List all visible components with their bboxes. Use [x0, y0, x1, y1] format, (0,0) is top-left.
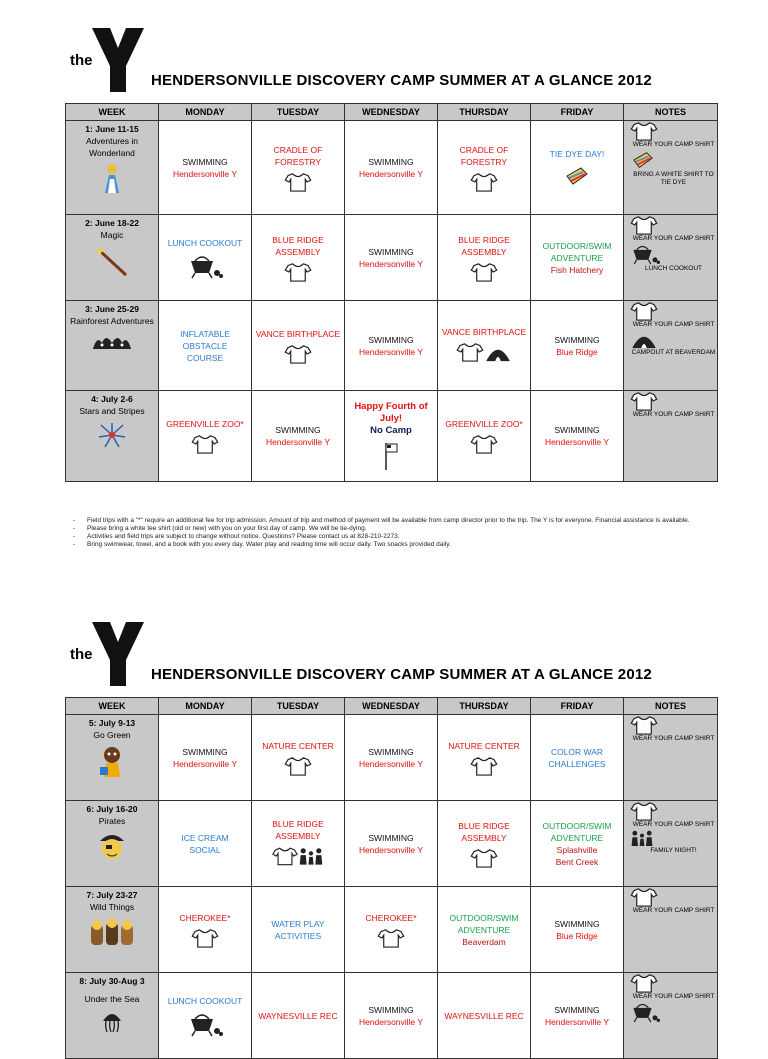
tshirt-icon	[191, 928, 219, 948]
note: BRING A WHITE SHIRT TO TIE DYE	[633, 171, 714, 186]
week-cell	[66, 391, 159, 482]
day-cell	[531, 801, 624, 887]
week-cell	[66, 973, 159, 1059]
page-title: HENDERSONVILLE DISCOVERY CAMP SUMMER AT A GLANCE 2012	[151, 72, 652, 89]
activity-location: Hendersonville Y	[544, 1016, 610, 1027]
week-dates: 8: July 30-Aug 3	[79, 976, 145, 986]
day-cell	[345, 715, 438, 801]
tshirt-icon	[284, 344, 312, 364]
day-cell	[438, 391, 531, 482]
activity: COLOR WAR CHALLENGES	[548, 746, 606, 769]
tshirt-icon	[470, 848, 498, 868]
alice-icon	[101, 163, 123, 197]
ymca-y-icon	[90, 620, 146, 688]
activity: SWIMMING	[554, 334, 600, 345]
day-cell	[531, 391, 624, 482]
activity-location: Blue Ridge	[556, 346, 598, 357]
notes-cell	[624, 973, 718, 1059]
activity-location: Hendersonville Y	[172, 758, 238, 769]
header-friday: FRIDAY	[531, 104, 624, 121]
activity: SWIMMING	[554, 918, 600, 929]
activity: SWIMMING	[182, 746, 228, 757]
tshirt-icon	[456, 342, 484, 362]
table-row	[66, 121, 718, 215]
table-row	[66, 215, 718, 301]
note: WEAR YOUR CAMP SHIRT	[632, 821, 715, 828]
day-cell	[345, 973, 438, 1059]
header-row	[66, 104, 718, 121]
day-cell	[438, 973, 531, 1059]
note: CAMPOUT AT BEAVERDAM	[631, 349, 716, 356]
header-row	[66, 698, 718, 715]
day-cell	[159, 215, 252, 301]
day-cell	[345, 121, 438, 215]
day-cell	[345, 301, 438, 391]
logo-the-text: the	[70, 646, 93, 663]
week-cell	[66, 715, 159, 801]
week-cell	[66, 215, 159, 301]
day-cell	[531, 215, 624, 301]
tshirt-icon	[630, 391, 658, 411]
tshirt-icon	[284, 172, 312, 192]
activity: OUTDOOR/SWIM ADVENTURE	[542, 820, 612, 843]
activity: INFLATABLE OBSTACLE COURSE	[180, 328, 230, 363]
family-icon	[630, 829, 654, 847]
activity: OUTDOOR/SWIM ADVENTURE	[449, 912, 519, 935]
activity: LUNCH COOKOUT	[167, 237, 243, 248]
wild-things-icon	[89, 917, 135, 947]
day-cell	[531, 301, 624, 391]
note: WEAR YOUR CAMP SHIRT	[632, 993, 715, 1000]
activity: CRADLE OF FORESTRY	[459, 144, 509, 167]
tshirt-icon	[630, 973, 658, 993]
activity: CRADLE OF FORESTRY	[273, 144, 323, 167]
tie-dye-icon	[630, 149, 656, 171]
table-row	[66, 801, 718, 887]
day-cell	[159, 973, 252, 1059]
ymca-logo	[68, 26, 148, 96]
activity-location: Hendersonville Y	[358, 1016, 424, 1027]
week-dates: 4: July 2-6	[91, 394, 133, 404]
activity: SWIMMING	[368, 746, 414, 757]
footnote: - Please bring a white tee shirt (old or new) with you on your first day of camp. We will be tie-dying.	[73, 525, 693, 533]
activity-location: Hendersonville Y	[358, 346, 424, 357]
week-theme: Go Green	[93, 730, 131, 740]
note: WEAR YOUR CAMP SHIRT	[632, 321, 715, 328]
week-theme: Pirates	[98, 816, 126, 826]
table-row	[66, 715, 718, 801]
day-cell	[252, 973, 345, 1059]
activity: SWIMMING	[554, 425, 600, 435]
week-dates: 7: July 23-27	[86, 890, 138, 900]
activity: SWIMMING	[368, 246, 414, 257]
holiday-title: Happy Fourth of July!	[354, 401, 428, 424]
activity: LUNCH COOKOUT	[167, 995, 243, 1006]
day-cell	[345, 391, 438, 482]
activity: ICE CREAM SOCIAL	[181, 832, 229, 855]
activity: BLUE RIDGE ASSEMBLY	[272, 819, 324, 841]
week-cell	[66, 801, 159, 887]
svg-text:YMCA: YMCA	[126, 660, 138, 679]
activity: CHEROKEE*	[365, 912, 417, 923]
week-theme: Magic	[100, 230, 124, 240]
notes-cell	[624, 801, 718, 887]
day-cell	[345, 887, 438, 973]
activity: VANCE BIRTHPLACE	[441, 327, 527, 337]
table-row	[66, 301, 718, 391]
day-cell	[159, 715, 252, 801]
week-dates: 3: June 25-29	[85, 304, 139, 314]
ymca-logo	[68, 620, 148, 690]
activity: SWIMMING	[554, 1004, 600, 1015]
activity: NATURE CENTER	[448, 740, 520, 751]
grill-icon	[630, 243, 660, 265]
activity-location: Hendersonville Y	[358, 844, 424, 855]
activity: VANCE BIRTHPLACE	[255, 328, 341, 339]
week-theme: Stars and Stripes	[79, 406, 145, 416]
grill-icon	[630, 1001, 660, 1023]
pirate-icon	[98, 831, 126, 861]
day-cell	[438, 715, 531, 801]
activity: BLUE RIDGE ASSEMBLY	[458, 820, 510, 843]
activity-location: Hendersonville Y	[265, 437, 331, 447]
week-dates: 2: June 18-22	[85, 218, 139, 228]
day-cell	[159, 801, 252, 887]
activity-location: Fish Hatchery	[550, 264, 604, 275]
rainforest-icon	[92, 331, 132, 351]
day-cell	[438, 215, 531, 301]
day-cell	[159, 121, 252, 215]
activity: CHEROKEE*	[179, 912, 231, 923]
activity: OUTDOOR/SWIM ADVENTURE	[542, 240, 612, 263]
tshirt-icon	[272, 846, 298, 866]
no-camp-label: No Camp	[370, 425, 412, 436]
footnotes	[73, 517, 693, 549]
activity-location: Hendersonville Y	[358, 758, 424, 769]
table-row	[66, 887, 718, 973]
day-cell	[252, 215, 345, 301]
schedule-table-1	[65, 103, 718, 482]
activity: TIE DYE DAY!	[549, 148, 605, 159]
table-row	[66, 391, 718, 482]
header-notes: NOTES	[624, 104, 718, 121]
note: FAMILY NIGHT!	[650, 847, 697, 854]
activity: GREENVILLE ZOO*	[166, 419, 244, 429]
header-week: WEEK	[66, 698, 159, 715]
tshirt-icon	[284, 756, 312, 776]
day-cell	[438, 801, 531, 887]
week-theme: Under the Sea	[84, 994, 140, 1004]
notes-cell	[624, 887, 718, 973]
page-title: HENDERSONVILLE DISCOVERY CAMP SUMMER AT A GLANCE 2012	[151, 666, 652, 683]
header-notes: NOTES	[624, 698, 718, 715]
header-tuesday: TUESDAY	[252, 104, 345, 121]
week-theme: Rainforest Adventures	[70, 316, 154, 326]
activity: BLUE RIDGE ASSEMBLY	[272, 234, 324, 257]
header-tuesday: TUESDAY	[252, 698, 345, 715]
table-row	[66, 973, 718, 1059]
logo-the-text: the	[70, 52, 93, 69]
header-monday: MONDAY	[159, 698, 252, 715]
activity: NATURE CENTER	[262, 740, 334, 751]
footnote: - Activities and field trips are subject to change without notice. Questions? Please contact us at 828-210-2273.	[73, 533, 693, 541]
header-week: WEEK	[66, 104, 159, 121]
header-wednesday: WEDNESDAY	[345, 104, 438, 121]
tshirt-icon	[470, 434, 498, 454]
note: WEAR YOUR CAMP SHIRT	[632, 735, 715, 742]
tshirt-icon	[630, 715, 658, 735]
day-cell	[345, 215, 438, 301]
family-icon	[298, 846, 324, 866]
week-theme: Wild Things	[89, 902, 135, 912]
activity-location: Hendersonville Y	[172, 168, 238, 179]
jellyfish-icon	[100, 1009, 124, 1033]
day-cell	[438, 887, 531, 973]
notes-cell	[624, 715, 718, 801]
day-cell	[345, 801, 438, 887]
activity: SWIMMING	[368, 156, 414, 167]
week-cell	[66, 121, 159, 215]
header-thursday: THURSDAY	[438, 104, 531, 121]
week-cell	[66, 887, 159, 973]
tent-icon	[630, 329, 658, 349]
tshirt-icon	[470, 756, 498, 776]
week-dates: 5: July 9-13	[88, 718, 136, 728]
tshirt-icon	[630, 887, 658, 907]
day-cell	[252, 887, 345, 973]
footnote: - Bring swimwear, towel, and a book with you every day. Water play and reading time will occur daily. Two snacks provided daily.	[73, 541, 693, 549]
note: WEAR YOUR CAMP SHIRT	[632, 411, 715, 418]
day-cell	[252, 391, 345, 482]
tie-dye-icon	[563, 164, 591, 188]
notes-cell	[624, 301, 718, 391]
day-cell	[438, 121, 531, 215]
grill-icon	[187, 253, 223, 279]
schedule-table-2	[65, 697, 718, 1059]
activity-location: Hendersonville Y	[358, 168, 424, 179]
activity: SWIMMING	[368, 832, 414, 843]
day-cell	[531, 973, 624, 1059]
day-cell	[159, 301, 252, 391]
week-theme: Adventures in Wonderland	[86, 136, 138, 158]
day-cell	[531, 121, 624, 215]
fireworks-icon	[97, 421, 127, 449]
tshirt-icon	[284, 262, 312, 282]
header-thursday: THURSDAY	[438, 698, 531, 715]
activity: SWIMMING	[368, 334, 414, 345]
day-cell	[252, 801, 345, 887]
day-cell	[531, 887, 624, 973]
footnote: - Field trips with a "*" require an additional fee for trip admission. Amount of trip and method of payment will be available from camp director prior to the trip. The Y is for everyone. Financial assistance is available.	[73, 517, 693, 525]
recycle-kid-icon	[99, 745, 125, 779]
tshirt-icon	[630, 215, 658, 235]
tshirt-icon	[630, 121, 658, 141]
activity-location: Beaverdam	[462, 936, 506, 947]
activity: WAYNESVILLE REC	[444, 1010, 524, 1021]
tshirt-icon	[470, 172, 498, 192]
day-cell	[159, 391, 252, 482]
ymca-y-icon	[90, 26, 146, 94]
day-cell	[159, 887, 252, 973]
note: WEAR YOUR CAMP SHIRT	[632, 141, 715, 148]
svg-text:YMCA: YMCA	[126, 66, 138, 85]
tent-icon	[484, 342, 512, 362]
header-friday: FRIDAY	[531, 698, 624, 715]
activity-location: Splashville Bent Creek	[555, 844, 599, 867]
activity: SWIMMING	[368, 1004, 414, 1015]
activity: SWIMMING	[182, 156, 228, 167]
tshirt-icon	[191, 434, 219, 454]
day-cell	[531, 715, 624, 801]
note: WEAR YOUR CAMP SHIRT	[632, 907, 715, 914]
week-cell	[66, 301, 159, 391]
activity-location: Blue Ridge	[556, 930, 598, 941]
activity: SWIMMING	[275, 425, 321, 435]
activity: WATER PLAY ACTIVITIES	[271, 918, 325, 941]
week-dates: 6: July 16-20	[86, 804, 138, 814]
week-dates: 1: June 11-15	[85, 124, 139, 134]
activity: GREENVILLE ZOO*	[445, 419, 523, 429]
notes-cell	[624, 121, 718, 215]
day-cell	[438, 301, 531, 391]
tshirt-icon	[470, 262, 498, 282]
tshirt-icon	[377, 928, 405, 948]
day-cell	[252, 301, 345, 391]
day-cell	[252, 121, 345, 215]
tshirt-icon	[630, 801, 658, 821]
header-wednesday: WEDNESDAY	[345, 698, 438, 715]
activity-location: Hendersonville Y	[358, 258, 424, 269]
activity: WAYNESVILLE REC	[258, 1010, 338, 1021]
magic-wand-icon	[94, 245, 130, 277]
flag-icon	[383, 441, 399, 471]
day-cell	[252, 715, 345, 801]
note: LUNCH COOKOUT	[644, 265, 703, 272]
tshirt-icon	[630, 301, 658, 321]
activity-location: Hendersonville Y	[544, 437, 610, 447]
note: WEAR YOUR CAMP SHIRT	[632, 235, 715, 242]
notes-cell	[624, 215, 718, 301]
header-monday: MONDAY	[159, 104, 252, 121]
notes-cell	[624, 391, 718, 482]
activity: BLUE RIDGE ASSEMBLY	[458, 234, 510, 257]
